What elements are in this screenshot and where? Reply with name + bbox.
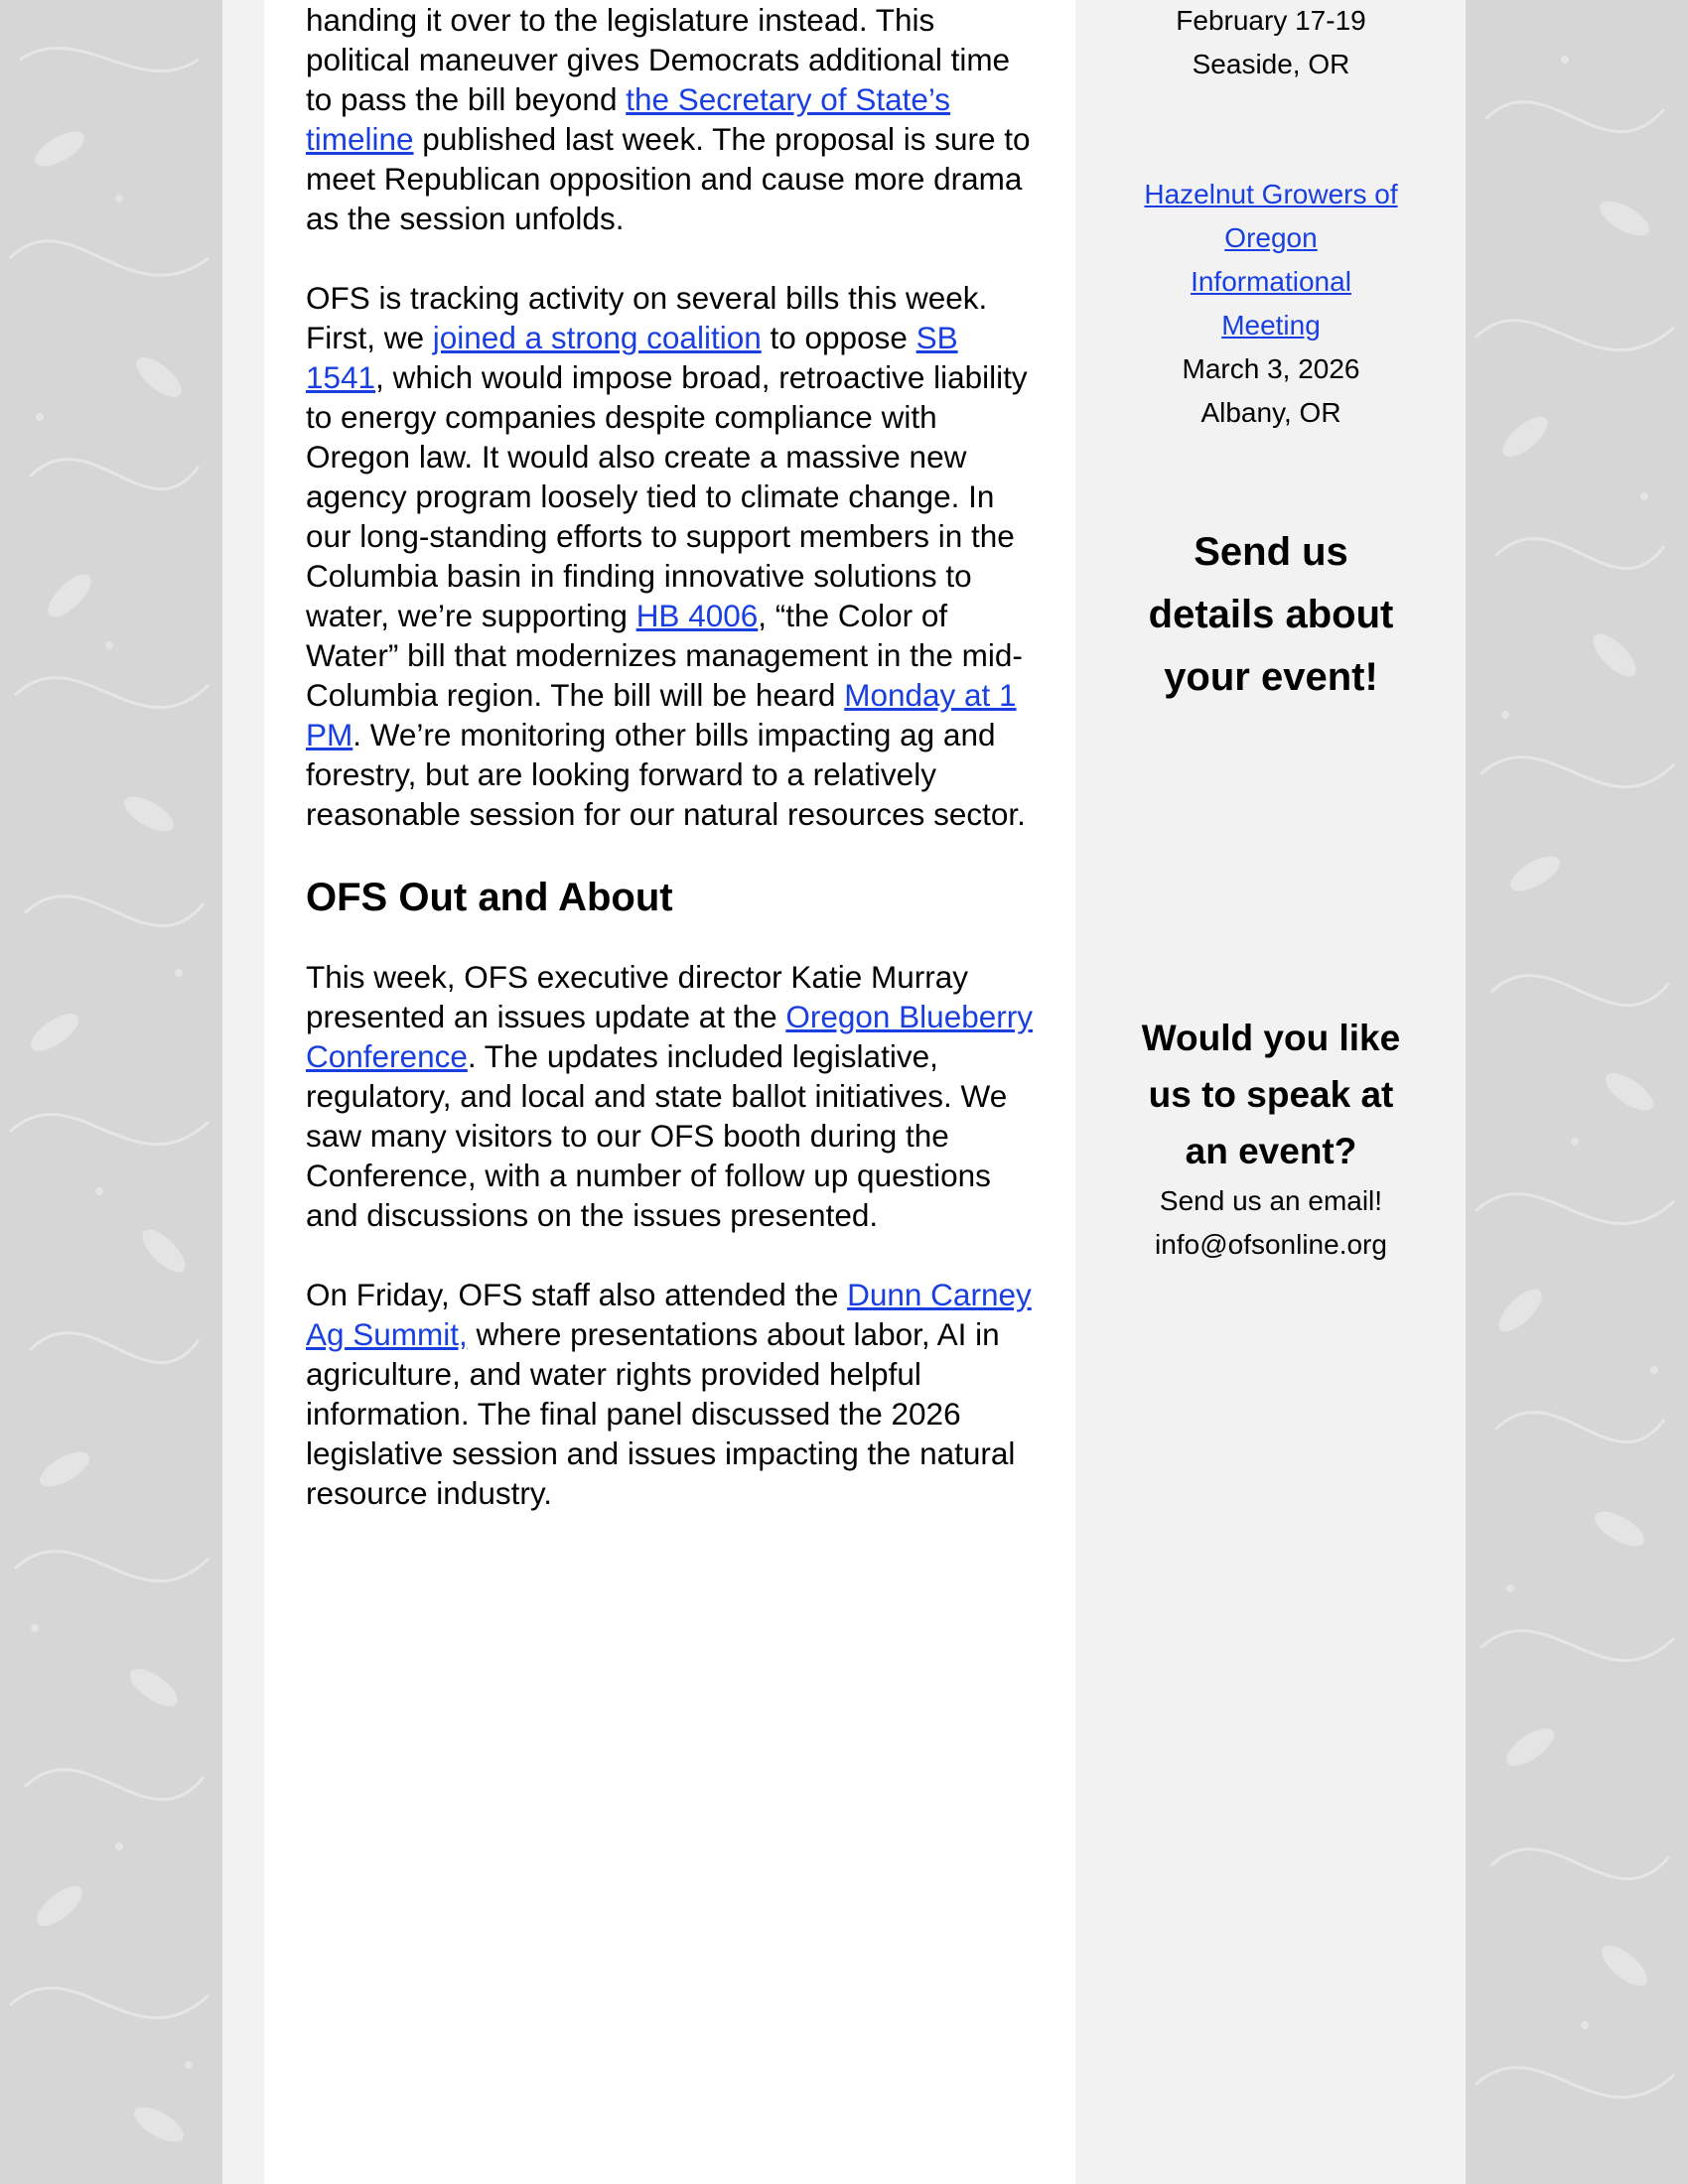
sidebar xyxy=(1076,0,1466,2184)
session-paragraph xyxy=(306,0,1041,238)
background-pattern-right xyxy=(1466,0,1688,2184)
background-pattern-left xyxy=(0,0,222,2184)
hazelnut-meeting-link[interactable] xyxy=(1112,173,1430,347)
ag-summit-link[interactable]: Dunn Carney Ag Summit, xyxy=(306,1277,1032,1352)
paragraph-text: published last week. The proposal is sure to meet Republican opposition and cause more drama as the session unfolds. xyxy=(306,121,1031,236)
link-line: Informational xyxy=(1191,266,1351,297)
event-location: Albany, OR xyxy=(1200,397,1341,428)
cta-line: Send us xyxy=(1194,530,1348,574)
paragraph-text: On Friday, OFS staff also attended the xyxy=(306,1277,848,1312)
out-and-about-heading: OFS Out and About xyxy=(306,876,673,919)
link-line: Oregon xyxy=(1224,222,1318,253)
event-date: February 17-19 xyxy=(1176,5,1366,36)
paragraph-text: OFS is tracking activity on several bills this week. First, we xyxy=(306,280,988,355)
cta-line: details about xyxy=(1148,593,1394,636)
ag-summit-paragraph xyxy=(306,1275,1041,1513)
event-date: March 3, 2026 xyxy=(1182,353,1360,384)
hearing-time-link[interactable]: Monday at 1 PM xyxy=(306,677,1017,752)
leaf-pattern-icon xyxy=(0,0,222,2184)
speak-at-event-block xyxy=(1112,1010,1430,1267)
hb-4006-link[interactable]: HB 4006 xyxy=(635,598,759,633)
bills-paragraph xyxy=(306,278,1041,834)
paragraph-text: to oppose xyxy=(761,320,916,355)
blueberry-paragraph xyxy=(306,957,1041,1235)
paragraph-text: This week, OFS executive director Katie Murray presented an issues update at the xyxy=(306,959,968,1034)
speak-heading xyxy=(1112,1010,1430,1179)
main-content xyxy=(306,0,1041,1553)
blueberry-conference-link[interactable]: Oregon Blueberry Conference xyxy=(306,999,1033,1074)
paragraph-text: , “the Color of Water” bill that modernizes management in the mid-Columbia region. The bill will be heard xyxy=(306,598,1023,713)
paragraph-text: . We’re monitoring other bills impacting ag and forestry, but are looking forward to a relatively reasonable session for our natural resources sector. xyxy=(306,717,1026,832)
speak-line: Would you like xyxy=(1141,1018,1401,1058)
link-line: Hazelnut Growers of xyxy=(1144,179,1398,209)
contact-email[interactable]: info@ofsonline.org xyxy=(1155,1229,1387,1260)
paragraph-text: , which would impose broad, retroactive liability to energy companies despite compliance with Oregon law. It would also create a massive new agency program loosely tied to climate change. In our long-standing efforts to support members in the Columbia basin in finding innovative solutions to water, we’re supporting xyxy=(306,359,1028,633)
paragraph-text: . The updates included legislative, regulatory, and local and state ballot initiatives. We saw many visitors to our OFS booth during the Conference, with a number of follow up questions and discussions on the issues presented. xyxy=(306,1038,1008,1233)
speak-line: us to speak at xyxy=(1148,1074,1394,1115)
event-location: Seaside, OR xyxy=(1192,49,1350,79)
newsletter-container xyxy=(222,0,1466,2184)
coalition-link[interactable]: joined a strong coalition xyxy=(432,320,762,355)
paragraph-text: where presentations about labor, AI in agriculture, and water rights provided helpful information. The final panel discussed the 2026 legislative session and issues impacting the natural resource industry. xyxy=(306,1316,1016,1511)
send-event-details-cta xyxy=(1112,521,1430,709)
event-hazelnut xyxy=(1112,173,1430,435)
cta-line: your event! xyxy=(1164,655,1378,699)
main-column xyxy=(264,0,1075,2184)
paragraph-text: handing it over to the legislature instead. This political maneuver gives Democrats additional time to pass the bill beyond xyxy=(306,2,1011,117)
sb-1541-link[interactable]: SB 1541 xyxy=(306,320,958,395)
event-seaside xyxy=(1112,0,1430,86)
speak-line: an event? xyxy=(1185,1131,1357,1171)
secretary-of-state-timeline-link[interactable]: the Secretary of State’s timeline xyxy=(306,81,951,157)
leaf-pattern-icon xyxy=(1466,0,1688,2184)
link-line: Meeting xyxy=(1221,310,1321,341)
email-prompt: Send us an email! xyxy=(1159,1185,1383,1216)
